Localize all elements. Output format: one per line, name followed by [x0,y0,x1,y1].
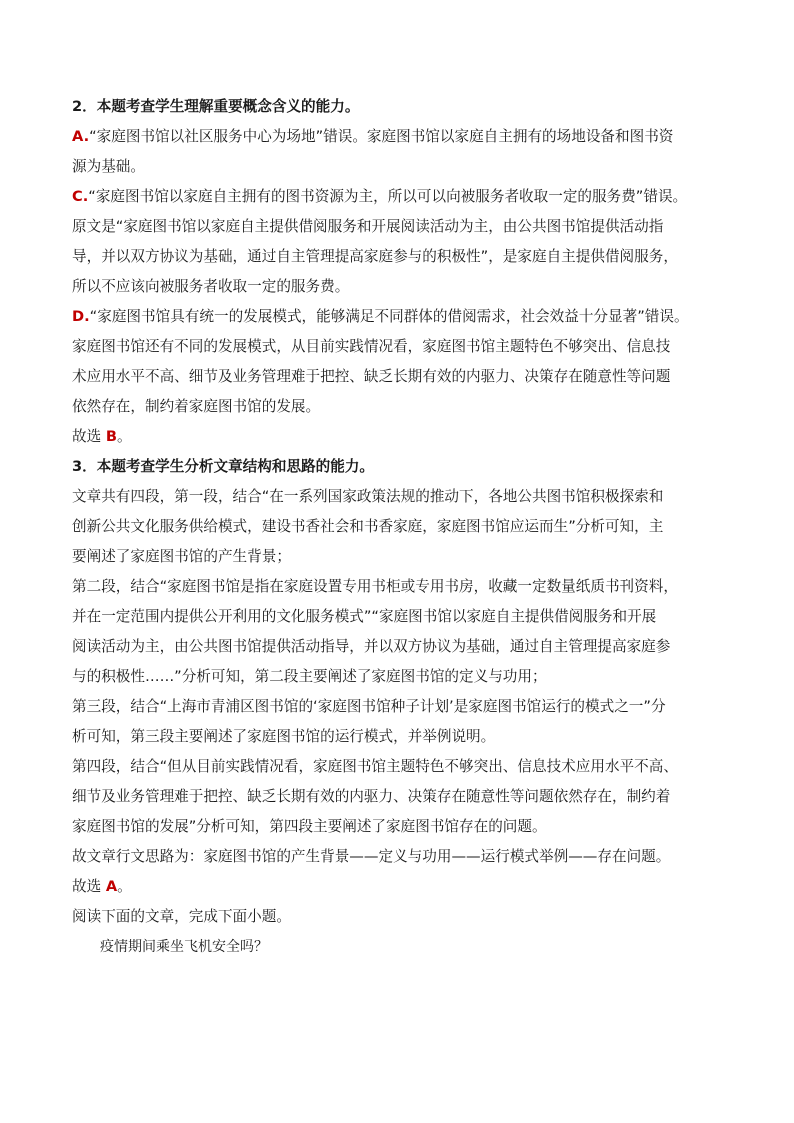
text-line [72,696,732,726]
text-segment: 文章共有四段，第一段，结合“在一系列国家政策法规的推动下，各地公共图书馆积极探索和 [72,488,664,505]
text-line [72,276,732,306]
text-segment: 所以不应该向被服务者收取一定的服务费。 [72,278,350,295]
text-segment: 第三段，结合“上海市青浦区图书馆的‘家庭图书馆种子计划’是家庭图书馆运行的模式之一”分 [72,698,666,715]
text-line [72,726,732,756]
text-segment: 阅读下面的文章，完成下面小题。 [72,908,291,925]
text-line [72,336,732,366]
text-line [72,396,732,426]
text-segment: 家庭图书馆还有不同的发展模式，从目前实践情况看，家庭图书馆主题特色不够突出、信息技 [72,338,671,355]
text-line [72,756,732,786]
text-segment: 术应用水平不高、细节及业务管理难于把控、缺乏长期有效的内驱力、决策存在随意性等问题 [72,368,671,385]
text-line [72,456,732,486]
text-line [72,816,732,846]
text-line [72,306,732,336]
text-line [72,426,732,456]
text-segment: 细节及业务管理难于把控、缺乏长期有效的内驱力、决策存在随意性等问题依然存在，制约着 [72,788,671,805]
document-page [72,96,732,966]
text-segment: 阅读活动为主，由公共图书馆提供活动指导，并以双方协议为基础，通过自主管理提高家庭参 [72,638,671,655]
text-line [72,906,732,936]
answer-option-label: A. [72,128,90,145]
text-segment: “家庭图书馆具有统一的发展模式，能够满足不同群体的借阅需求，社会效益十分显著”错误。 [89,308,689,325]
text-line [72,576,732,606]
text-segment: 故选 [72,428,106,445]
text-line [72,636,732,666]
text-segment: 析可知，第三段主要阐述了家庭图书馆的运行模式，并举例说明。 [72,728,496,745]
text-segment: 与的积极性……”分析可知，第二段主要阐述了家庭图书馆的定义与功用； [72,668,547,685]
text-segment: 。 [116,428,132,445]
text-segment: 依然存在，制约着家庭图书馆的发展。 [72,398,321,415]
text-segment: 创新公共文化服务供给模式，建设书香社会和书香家庭，家庭图书馆应运而生”分析可知，主 [72,518,664,535]
text-line [72,546,732,576]
text-line [72,606,732,636]
text-segment: 源为基础。 [72,158,145,175]
text-segment: 原文是“家庭图书馆以家庭自主提供借阅服务和开展阅读活动为主，由公共图书馆提供活动指 [72,218,664,235]
text-line [72,246,732,276]
text-line [72,126,732,156]
text-line [72,846,732,876]
text-segment: 第四段，结合“但从目前实践情况看，家庭图书馆主题特色不够突出、信息技术应用水平不高、 [72,758,678,775]
text-segment: “家庭图书馆以社区服务中心为场地”错误。家庭图书馆以家庭自主拥有的场地设备和图书资 [89,128,674,145]
text-line [72,486,732,516]
article-title [72,936,732,966]
answer-option-label: A [105,878,118,895]
text-segment: 家庭图书馆的发展”分析可知，第四段主要阐述了家庭图书馆存在的问题。 [72,818,547,835]
answer-option-label: D. [72,308,90,325]
text-segment: 故文章行文思路为：家庭图书馆的产生背景——定义与功用——运行模式举例——存在问题。 [72,848,671,865]
answer-option-label: C. [72,188,89,205]
text-segment: 疫情期间乘坐飞机安全吗？ [100,939,268,955]
text-line [72,216,732,246]
text-line [72,96,732,126]
text-segment: “家庭图书馆以家庭自主拥有的图书资源为主，所以可以向被服务者收取一定的服务费”错误。 [88,188,688,205]
answer-option-label: B [105,428,117,445]
text-segment: 导，并以双方协议为基础，通过自主管理提高家庭参与的积极性”，是家庭自主提供借阅服务， [72,248,678,265]
text-segment: 2．本题考查学生理解重要概念含义的能力。 [72,98,360,115]
text-line [72,516,732,546]
text-line [72,156,732,186]
text-line [72,786,732,816]
text-segment: 故选 [72,878,106,895]
text-segment: 3．本题考查学生分析文章结构和思路的能力。 [72,458,375,475]
text-segment: 。 [117,878,132,895]
text-line [72,186,732,216]
text-segment: 第二段，结合“家庭图书馆是指在家庭设置专用书柜或专用书房，收藏一定数量纸质书刊资料， [72,578,678,595]
text-line [72,666,732,696]
text-line [72,876,732,906]
text-segment: 要阐述了家庭图书馆的产生背景； [72,548,291,565]
text-segment: 并在一定范围内提供公开利用的文化服务模式”“家庭图书馆以家庭自主提供借阅服务和开展 [72,608,657,625]
text-line [72,366,732,396]
